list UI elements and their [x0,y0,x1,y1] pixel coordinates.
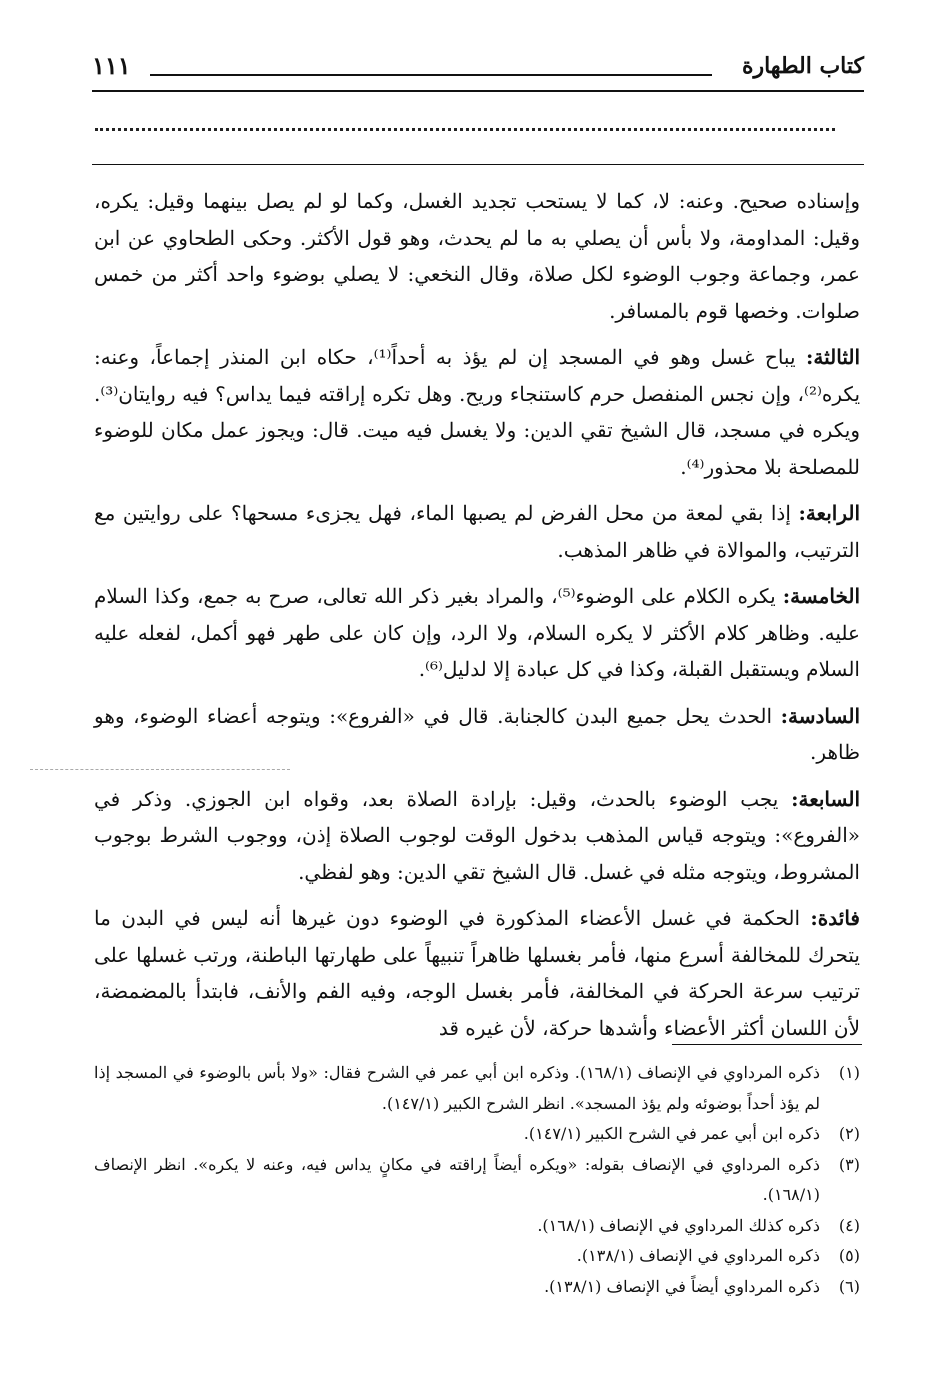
footnote-5 [94,1241,860,1272]
paragraph-7 [94,900,860,1046]
paragraph-text: يجب الوضوء بالحدث، وقيل: بإرادة الصلاة بعد، وقواه ابن الجوزي. وذكر في «الفروع»: ويتوجه قياس المذهب بدخول الوقت لوجوب الصلاة إذن، ووجوب الشرط بوجوب المشروط، ويتوجه مثله في غسل. قال الشيخ تقي الدين: وهو لفظي. [94,786,860,884]
paragraph-6 [94,781,860,891]
paragraph-2 [94,339,860,485]
paragraph-3 [94,495,860,568]
paragraph-label: الرابعة: [798,501,861,525]
paragraph-label: السادسة: [780,703,860,728]
header-line [150,74,712,76]
footnote-6 [94,1272,860,1303]
footnote-3 [94,1150,860,1211]
scan-artifact-line [30,769,290,770]
paragraph-5 [94,698,860,771]
paragraph-label: الخامسة: [782,584,861,608]
footnote-number: (٣) [838,1154,860,1174]
footnotes [94,1058,860,1302]
paragraph-text: يكره الكلام على الوضوء⁽⁵⁾، والمراد بغير ذكر الله تعالى، صرح به جمع، وكذا السلام عليه. وظاهر كلام الأكثر لا يكره السلام، ولا الرد، وإن كان على طهر فهو أكمل، لفعله عليه السلام ويستقبل القبلة، وكذا في كل عبادة إلا لدليل⁽⁶⁾. [94,584,860,681]
footnote-number: (٥) [838,1246,860,1265]
footnote-text: ذكره المرداوي أيضاً في الإنصاف (١٣٨/١). [544,1276,820,1296]
header-rule [92,90,864,92]
footnote-text: ذكره المرداوي في الإنصاف (١٦٨/١). وذكره ابن أبي عمر في الشرح فقال: «ولا بأس بالوضوء في المسجد إذا لم يؤذ أحداً بوضوئه ولم يؤذ المسجد». انظر الشرح الكبير (١٤٧/١). [94,1063,820,1113]
paragraph-text: الحدث يحل جميع البدن كالجنابة. قال في «الفروع»: ويتوجه أعضاء الوضوء، وهو ظاهر. [94,703,860,764]
running-title: كتاب الطهارة [741,53,864,79]
paragraph-label: فائدة: [810,906,860,930]
paragraph-label: الثالثة: [805,345,860,369]
footnote-number: (٦) [838,1276,860,1296]
paragraph-4 [94,578,860,688]
dotted-separator [95,128,835,131]
footnote-number: (٢) [838,1124,860,1143]
footnote-number: (١) [838,1063,860,1082]
footnote-4 [94,1211,860,1242]
paragraph-1 [94,183,860,329]
paragraph-text: إذا بقي لمعة من محل الفرض لم يصبها الماء، فهل يجزىء مسحها؟ على روايتين مع الترتيب، والموالاة في ظاهر المذهب. [94,501,860,562]
paragraph-label: السابعة: [791,786,860,811]
footnote-text: ذكره المرداوي في الإنصاف بقوله: «ويكره أيضاً إراقته في مكانٍ يداس فيه، وعنه لا يكره». انظر الإنصاف (١٦٨/١). [94,1154,820,1204]
section-rule [92,164,864,165]
footnote-rule [672,1044,862,1045]
footnote-number: (٤) [838,1215,860,1235]
footnote-text: ذكره كذلك المرداوي في الإنصاف (١٦٨/١). [537,1215,820,1235]
footnote-text: ذكره المرداوي في الإنصاف (١٣٨/١). [576,1246,820,1265]
page-header [92,48,864,96]
footnote-2 [94,1119,860,1150]
page-number: ١١١ [92,51,131,80]
main-text [94,183,860,1056]
paragraph-text: يباح غسل وهو في المسجد إن لم يؤذ به أحداً⁽¹⁾، حكاه ابن المنذر إجماعاً، وعنه: يكره⁽²⁾، وإن نجس المنفصل حرم كاستنجاء وريح. وهل تكره إراقته فيما يداس؟ فيه روايتان⁽³⁾. ويكره في مسجد، قال الشيخ تقي الدين: ولا يغسل فيه ميت. قال: ويجوز عمل مكان للوضوء للمصلحة بلا محذور⁽⁴⁾. [94,345,861,479]
paragraph-text: وإسناده صحيح. وعنه: لا، كما لا يستحب تجديد الغسل، وكما لو لم يصل بينهما وقيل: يكره، وقيل: المداومة، ولا بأس أن يصلي به ما لم يحدث، وهو قول الأكثر. وحكى الطحاوي عن ابن عمر، وجماعة وجوب الوضوء لكل صلاة، وقال النخعي: لا يصلي بوضوء واحد أكثر من خمس صلوات. وخصها قوم بالمسافر. [94,189,860,323]
footnote-1 [94,1058,860,1119]
footnote-text: ذكره ابن أبي عمر في الشرح الكبير (١٤٧/١). [523,1124,820,1143]
paragraph-text: الحكمة في غسل الأعضاء المذكورة في الوضوء دون غيرها أنه ليس في البدن ما يتحرك للمخالفة أسرع منها، فأمر بغسلها ظاهراً تنبيهاً على طهارتها الباطنة، ورتب غسلها على ترتيب سرعة الحركة في المخالفة، فأمر بغسل الوجه، وفيه الفم والأنف، فابتدأ بالمضمضة، لأن اللسان أكثر الأعضاء وأشدها حركة، لأن غيره قد [94,906,860,1040]
